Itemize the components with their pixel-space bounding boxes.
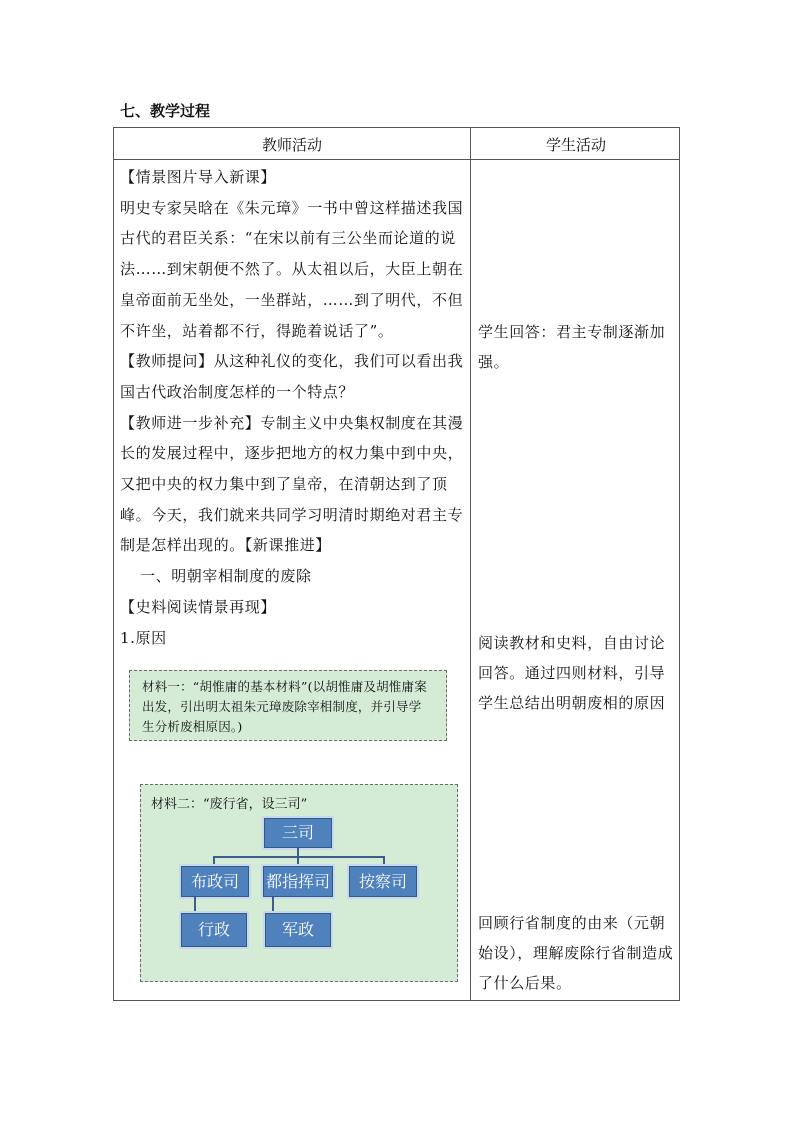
org-node-middle: 都指挥司 <box>263 866 333 897</box>
org-connector <box>272 897 274 913</box>
material-one-box: 材料一：“胡惟庸的基本材料”(以胡惟庸及胡惟庸案出发，引出明太祖朱元璋废除宰相制度，并引导学生分析废相原因。) <box>129 670 447 741</box>
org-node-top: 三司 <box>264 818 332 848</box>
teacher-paragraph: 【教师进一步补充】专制主义中央集权制度在其漫长的发展过程中，逐步把地方的权力集中到中央，又把中央的权力集中到了皇帝，在清朝达到了顶峰。今天，我们就来共同学习明清时期绝对君主专制是怎样出现的。【新课推进】 <box>120 413 464 555</box>
org-node-middle: 布政司 <box>181 866 249 897</box>
teacher-paragraph: 一、明朝宰相制度的废除 <box>140 567 312 586</box>
org-connector <box>194 897 196 913</box>
student-note: 回顾行省制度的由来（元朝始设），理解废除行省制造成了什么后果。 <box>478 914 674 992</box>
student-note: 阅读教材和史料，自由讨论回答。通过四则材料，引导学生总结出明朝废相的原因 <box>478 634 666 712</box>
org-connector <box>213 856 385 858</box>
material-two-title: 材料二：“废行省，设三司” <box>151 797 308 812</box>
teacher-paragraph: 【情景图片导入新课】 <box>120 168 277 186</box>
header-teacher: 教师活动 <box>261 136 322 154</box>
org-connector <box>383 856 385 866</box>
teacher-paragraph: 【教师提问】从这种礼仪的变化，我们可以看出我国古代政治制度怎样的一个特点？ <box>120 352 464 401</box>
org-node-bottom: 军政 <box>265 913 331 947</box>
material-two-box <box>140 784 458 982</box>
teaching-process-table <box>113 127 680 1001</box>
teacher-activity-cell <box>120 162 465 653</box>
teacher-paragraph: 1.原因 <box>120 628 167 647</box>
org-node-middle: 按察司 <box>349 866 417 897</box>
org-connector <box>213 856 215 866</box>
org-connector <box>297 856 299 866</box>
section-title: 七、教学过程 <box>120 102 211 120</box>
student-note: 学生回答：君主专制逐渐加强。 <box>478 323 666 371</box>
header-divider <box>114 159 679 160</box>
teacher-paragraph: 【史料阅读情景再现】 <box>120 597 277 616</box>
column-divider <box>470 128 471 1000</box>
org-node-bottom: 行政 <box>181 913 247 947</box>
teacher-paragraph: 明史专家吴晗在《朱元璋》一书中曾这样描述我国古代的君臣关系：“在宋以前有三公坐而论道的说法……到宋朝便不然了。从太祖以后，大臣上朝在皇帝面前无坐处，一坐群站，……到了明代，不但不许坐，站着都不行，得跪着说话了”。 <box>120 198 464 340</box>
header-student: 学生活动 <box>545 136 606 154</box>
